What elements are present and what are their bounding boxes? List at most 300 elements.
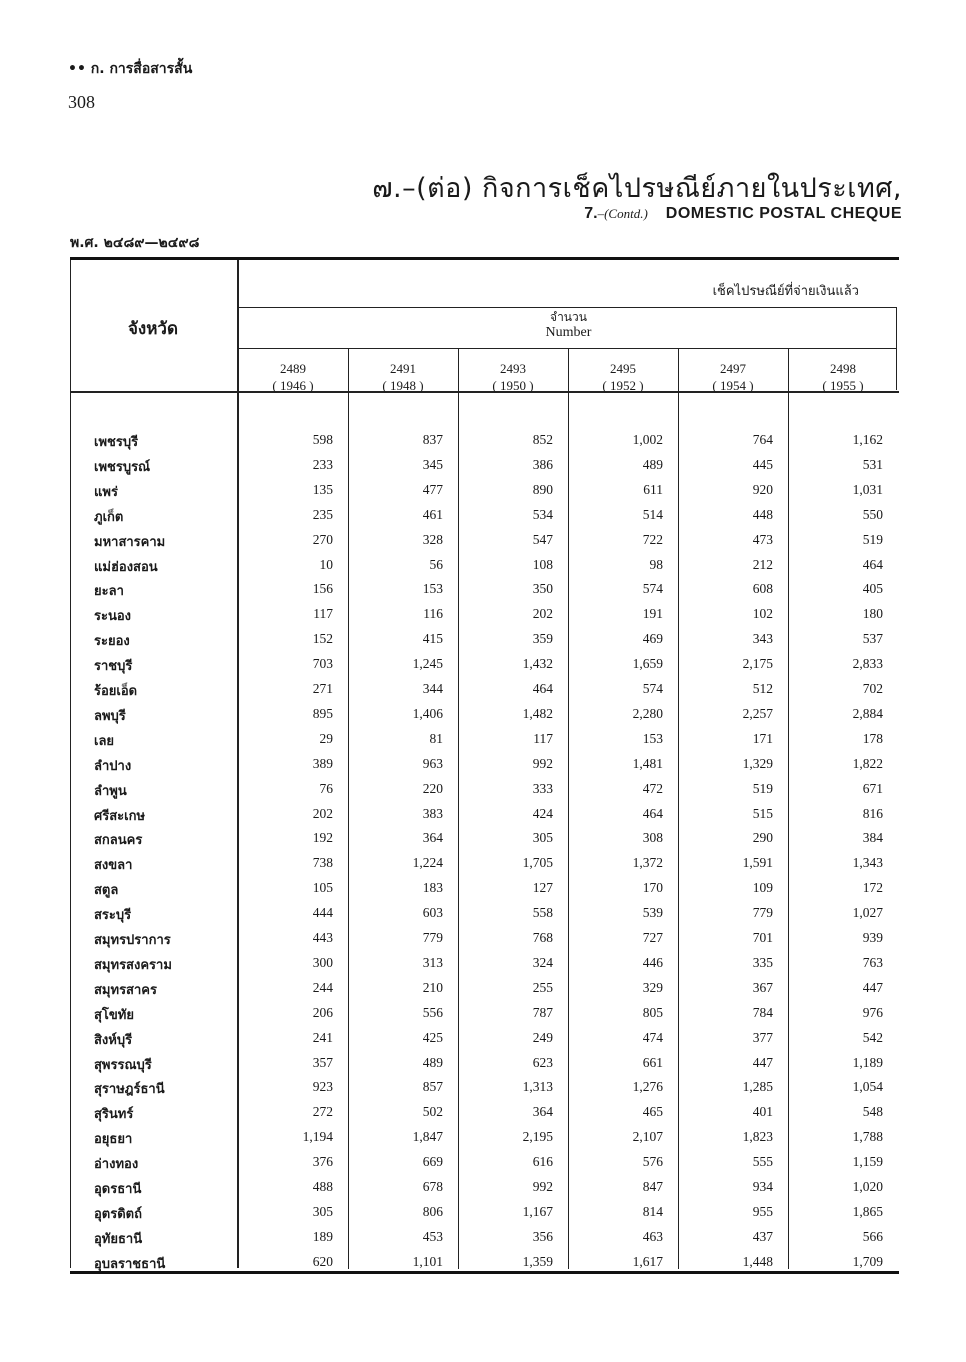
cell-value: 763	[862, 954, 883, 970]
table-row	[70, 702, 899, 727]
cell-value: 1,276	[632, 1079, 663, 1095]
cell-value: 1,027	[852, 905, 883, 921]
table-row	[70, 1225, 899, 1250]
table-row	[70, 1026, 899, 1051]
province-name: ภูเก็ต	[94, 509, 124, 525]
year-ce: ( 1946 )	[272, 378, 314, 393]
cell-value: 453	[422, 1228, 443, 1244]
year-header	[678, 360, 788, 394]
cell-value: 550	[862, 506, 883, 522]
table-row	[70, 1100, 899, 1125]
cell-value: 519	[752, 780, 773, 796]
header-rule-1	[238, 307, 897, 308]
cell-value: 814	[642, 1203, 663, 1219]
cell-value: 955	[752, 1203, 773, 1219]
cell-value: 2,833	[852, 656, 883, 672]
cell-value: 445	[752, 456, 773, 472]
cell-value: 437	[752, 1228, 773, 1244]
cell-value: 547	[532, 531, 553, 547]
cell-value: 178	[862, 730, 883, 746]
cell-value: 701	[752, 930, 773, 945]
year-be: 2491	[390, 361, 416, 376]
province-name: ลำพูน	[94, 783, 127, 799]
cell-value: 191	[642, 606, 663, 622]
cell-value: 1,847	[412, 1129, 443, 1145]
cell-value: 356	[532, 1228, 553, 1244]
cell-value: 1,329	[742, 755, 773, 771]
cell-value: 1,823	[742, 1129, 773, 1145]
province-name: อุทัยธานี	[94, 1231, 143, 1247]
table-row	[70, 851, 899, 876]
cell-value: 555	[752, 1154, 773, 1170]
cell-value: 364	[422, 830, 443, 846]
cell-value: 172	[862, 880, 883, 896]
cell-value: 446	[642, 954, 663, 970]
cell-value: 117	[533, 730, 553, 746]
cell-value: 502	[422, 1104, 443, 1120]
cell-value: 300	[312, 954, 333, 970]
cell-value: 1,448	[742, 1253, 773, 1269]
cell-value: 923	[312, 1079, 333, 1095]
cell-value: 401	[752, 1104, 773, 1120]
table-row	[70, 577, 899, 602]
cell-value: 56	[429, 556, 443, 572]
cell-value: 415	[422, 631, 443, 647]
cell-value: 333	[532, 780, 553, 796]
cell-value: 464	[642, 805, 663, 821]
cell-value: 127	[532, 880, 553, 896]
cell-value: 806	[422, 1203, 443, 1219]
cell-value: 202	[312, 805, 333, 821]
table-row	[70, 777, 899, 802]
cell-value: 153	[642, 730, 663, 746]
cell-value: 233	[312, 456, 333, 472]
cell-value: 1,822	[852, 755, 883, 771]
cell-value: 474	[642, 1029, 663, 1045]
cell-value: 1,406	[412, 705, 443, 721]
province-name: อ่างทอง	[94, 1157, 139, 1173]
province-name: ลพบุรี	[94, 708, 126, 724]
cell-value: 469	[642, 631, 663, 647]
title-english-text: DOMESTIC POSTAL CHEQUE	[665, 205, 902, 222]
cell-value: 405	[862, 581, 883, 597]
cell-value: 386	[532, 456, 553, 472]
cell-value: 255	[532, 979, 553, 995]
cell-value: 170	[642, 880, 663, 896]
cell-value: 661	[642, 1054, 663, 1070]
cell-value: 447	[752, 1054, 773, 1070]
cell-value: 220	[422, 780, 443, 796]
table-row	[70, 1001, 899, 1026]
cell-value: 1,865	[852, 1203, 883, 1219]
year-be: 2498	[830, 361, 856, 376]
cell-value: 357	[312, 1054, 333, 1070]
cell-value: 1,020	[852, 1179, 883, 1194]
cell-value: 183	[422, 880, 443, 896]
cell-value: 108	[532, 556, 553, 572]
cheque-paid-header: เช็คไปรษณีย์ที่จ่ายเงินแล้ว	[712, 284, 859, 299]
province-name: สุโขทัย	[94, 1007, 134, 1023]
cell-value: 512	[752, 681, 773, 696]
cell-value: 488	[312, 1179, 333, 1194]
table-row	[70, 1051, 899, 1076]
table-row	[70, 652, 899, 677]
cell-value: 2,195	[522, 1129, 553, 1145]
cell-value: 1,101	[412, 1253, 443, 1269]
cell-value: 2,175	[742, 656, 773, 672]
cell-value: 189	[312, 1228, 333, 1244]
cell-value: 153	[422, 581, 443, 597]
province-name: เพชรบูรณ์	[94, 459, 151, 475]
cell-value: 464	[532, 681, 553, 696]
cell-value: 461	[422, 506, 443, 522]
cell-value: 703	[312, 656, 333, 672]
cell-value: 847	[642, 1179, 663, 1194]
table-row	[70, 528, 899, 553]
cell-value: 335	[752, 954, 773, 970]
cell-value: 1,194	[302, 1129, 333, 1145]
province-name: สกลนคร	[94, 833, 143, 849]
cell-value: 1,285	[742, 1079, 773, 1095]
cell-value: 102	[752, 606, 773, 622]
cell-value: 271	[312, 681, 333, 696]
cell-value: 669	[422, 1154, 443, 1170]
cell-value: 244	[312, 979, 333, 995]
table-row	[70, 752, 899, 777]
province-name: เลย	[94, 733, 115, 749]
cell-value: 477	[422, 481, 443, 497]
cell-value: 171	[752, 730, 773, 746]
table-row	[70, 1175, 899, 1200]
cell-value: 608	[752, 581, 773, 597]
table-row	[70, 503, 899, 528]
cell-value: 539	[642, 905, 663, 921]
number-header	[238, 310, 899, 340]
year-ce: ( 1955 )	[822, 378, 864, 393]
year-be: 2495	[610, 361, 636, 376]
continued-label: –(Contd.)	[597, 206, 648, 221]
cell-value: 343	[752, 631, 773, 647]
cell-value: 384	[862, 830, 883, 846]
cell-value: 1,313	[522, 1079, 553, 1095]
cell-value: 210	[422, 979, 443, 995]
table-row	[70, 478, 899, 503]
cell-value: 1,709	[852, 1253, 883, 1269]
cell-value: 105	[312, 880, 333, 896]
cell-value: 1,224	[412, 855, 443, 871]
cell-value: 1,162	[852, 432, 883, 447]
cell-value: 616	[532, 1154, 553, 1170]
cell-value: 377	[752, 1029, 773, 1045]
cell-value: 109	[752, 880, 773, 896]
cell-value: 81	[429, 730, 443, 746]
cell-value: 992	[532, 1179, 553, 1194]
cell-value: 1,705	[522, 855, 553, 871]
table-row	[70, 1250, 899, 1275]
cell-value: 768	[532, 930, 553, 945]
province-name: สุราษฎร์ธานี	[94, 1082, 165, 1098]
cell-value: 895	[312, 705, 333, 721]
cell-value: 10	[319, 556, 333, 572]
table-row	[70, 677, 899, 702]
cell-value: 345	[422, 456, 443, 472]
cell-value: 383	[422, 805, 443, 821]
cell-value: 290	[752, 830, 773, 846]
page-title-english	[584, 203, 902, 223]
cell-value: 447	[862, 979, 883, 995]
cell-value: 350	[532, 581, 553, 597]
province-name: สมุทรปราการ	[94, 933, 171, 948]
cell-value: 1,432	[522, 656, 553, 672]
province-name: อุบลราชธานี	[94, 1256, 166, 1272]
cell-value: 448	[752, 506, 773, 522]
cell-value: 779	[422, 930, 443, 945]
cell-value: 308	[642, 830, 663, 846]
cell-value: 389	[312, 755, 333, 771]
year-ce: ( 1954 )	[712, 378, 754, 393]
table-row	[70, 976, 899, 1001]
cell-value: 212	[752, 556, 773, 572]
province-name: สุพรรณบุรี	[94, 1057, 152, 1073]
cell-value: 787	[532, 1004, 553, 1020]
year-header	[788, 360, 898, 394]
table-row	[70, 1200, 899, 1225]
cell-value: 574	[642, 581, 663, 597]
cell-value: 328	[422, 531, 443, 547]
year-header	[568, 360, 678, 394]
cell-value: 270	[312, 531, 333, 547]
province-name: สมุทรสงคราม	[94, 957, 172, 973]
year-header	[238, 360, 348, 394]
table-row	[70, 826, 899, 851]
cell-value: 939	[862, 930, 883, 945]
province-name: สมุทรสาคร	[94, 982, 157, 998]
cell-value: 857	[422, 1079, 443, 1095]
table-row	[70, 1150, 899, 1175]
cell-value: 202	[532, 606, 553, 622]
province-name: แม่ฮ่องสอน	[94, 559, 158, 575]
province-name: ราชบุรี	[94, 659, 133, 675]
cell-value: 444	[312, 905, 333, 921]
cell-value: 425	[422, 1029, 443, 1045]
cell-value: 816	[862, 805, 883, 821]
cell-value: 722	[642, 531, 663, 547]
table-row	[70, 627, 899, 652]
cell-value: 1,591	[742, 855, 773, 871]
cell-value: 519	[862, 531, 883, 547]
province-name: ยะลา	[94, 584, 124, 600]
cell-value: 135	[312, 481, 333, 497]
province-name: สระบุรี	[94, 908, 132, 924]
province-name: มหาสารคาม	[94, 534, 166, 550]
running-title: •• ก. การสื่อสารสั้น	[68, 61, 193, 77]
cell-value: 852	[532, 432, 553, 447]
cell-value: 1,788	[852, 1129, 883, 1145]
cell-value: 805	[642, 1004, 663, 1020]
cell-value: 678	[422, 1179, 443, 1194]
cell-value: 671	[862, 780, 883, 796]
number-header-thai: จำนวน	[550, 310, 587, 324]
cell-value: 992	[532, 755, 553, 771]
cell-value: 272	[312, 1104, 333, 1120]
data-table	[70, 257, 899, 1274]
province-name: อุดรธานี	[94, 1182, 142, 1197]
year-be: 2497	[720, 361, 746, 376]
cell-value: 329	[642, 979, 663, 995]
cell-value: 1,617	[632, 1253, 663, 1269]
cell-value: 531	[862, 456, 883, 472]
table-row	[70, 428, 899, 453]
cell-value: 76	[319, 780, 333, 796]
province-name: ระยอง	[94, 634, 130, 650]
table-row	[70, 926, 899, 951]
cell-value: 249	[532, 1029, 553, 1045]
cell-value: 738	[312, 855, 333, 871]
cell-value: 764	[752, 432, 773, 447]
table-row	[70, 727, 899, 752]
cell-value: 558	[532, 905, 553, 921]
cell-value: 156	[312, 581, 333, 597]
cell-value: 1,189	[852, 1054, 883, 1070]
table-row	[70, 602, 899, 627]
page-title-thai: ๗.–(ต่อ) กิจการเช็คไปรษณีย์ภายในประเทศ,	[372, 173, 902, 204]
province-name: แพร่	[94, 484, 118, 500]
year-ce: ( 1948 )	[382, 378, 424, 393]
cell-value: 180	[862, 606, 883, 622]
cell-value: 1,031	[852, 481, 883, 497]
cell-value: 534	[532, 506, 553, 522]
cell-value: 537	[862, 631, 883, 647]
year-ce: ( 1952 )	[602, 378, 644, 393]
cell-value: 424	[532, 805, 553, 821]
table-row	[70, 1125, 899, 1150]
cell-value: 344	[422, 681, 443, 696]
cell-value: 1,159	[852, 1154, 883, 1170]
cell-value: 241	[312, 1029, 333, 1045]
cell-value: 784	[752, 1004, 773, 1020]
cell-value: 235	[312, 506, 333, 522]
province-name: สิงห์บุรี	[94, 1032, 133, 1048]
cell-value: 976	[862, 1004, 883, 1020]
cell-value: 1,343	[852, 855, 883, 871]
cell-value: 2,884	[852, 705, 883, 721]
cell-value: 206	[312, 1004, 333, 1020]
cell-value: 464	[862, 556, 883, 572]
cell-value: 1,372	[632, 855, 663, 871]
cell-value: 489	[642, 456, 663, 472]
cell-value: 2,107	[632, 1129, 663, 1145]
cell-value: 542	[862, 1029, 883, 1045]
cell-value: 515	[752, 805, 773, 821]
cell-value: 2,280	[632, 705, 663, 721]
era-range: พ.ศ. ๒๔๘๙—๒๔๙๘	[70, 235, 200, 251]
cell-value: 324	[532, 954, 553, 970]
province-name: สุรินทร์	[94, 1107, 134, 1123]
table-row	[70, 876, 899, 901]
cell-value: 463	[642, 1228, 663, 1244]
cell-value: 603	[422, 905, 443, 921]
cell-value: 2,257	[742, 705, 773, 721]
province-header: จังหวัด	[127, 319, 179, 339]
province-name: ระนอง	[94, 609, 132, 625]
cell-value: 934	[752, 1179, 773, 1194]
cell-value: 465	[642, 1104, 663, 1120]
year-be: 2489	[280, 361, 306, 376]
cell-value: 98	[649, 556, 663, 572]
cell-value: 29	[319, 730, 333, 746]
province-name: อุตรดิตถ์	[94, 1206, 142, 1222]
cell-value: 1,659	[632, 656, 663, 672]
table-row	[70, 802, 899, 827]
cell-value: 305	[532, 830, 553, 846]
table-row	[70, 453, 899, 478]
cell-value: 576	[642, 1154, 663, 1170]
cell-value: 623	[532, 1054, 553, 1070]
cell-value: 443	[312, 930, 333, 945]
cell-value: 611	[643, 481, 663, 497]
cell-value: 364	[532, 1104, 553, 1120]
cell-value: 920	[752, 481, 773, 497]
cell-value: 1,359	[522, 1253, 553, 1269]
year-be: 2493	[500, 361, 526, 376]
cell-value: 566	[862, 1228, 883, 1244]
cell-value: 963	[422, 755, 443, 771]
number-header-english: Number	[545, 325, 592, 340]
cell-value: 489	[422, 1054, 443, 1070]
year-header	[458, 360, 568, 394]
cell-value: 305	[312, 1203, 333, 1219]
cell-value: 556	[422, 1004, 443, 1020]
cell-value: 620	[312, 1253, 333, 1269]
cell-value: 313	[422, 954, 443, 970]
cell-value: 727	[642, 930, 663, 945]
year-header	[348, 360, 458, 394]
page-number: 308	[68, 92, 95, 112]
cell-value: 574	[642, 681, 663, 696]
province-name: สตูล	[94, 883, 119, 899]
cell-value: 1,167	[522, 1203, 553, 1219]
cell-value: 472	[642, 780, 663, 796]
province-name: อยุธยา	[94, 1132, 133, 1148]
province-name: ศรีสะเกษ	[94, 808, 146, 824]
cell-value: 152	[312, 631, 333, 647]
cell-value: 1,054	[852, 1079, 883, 1095]
cell-value: 473	[752, 531, 773, 547]
table-row	[70, 1075, 899, 1100]
table-row	[70, 553, 899, 578]
table-row	[70, 951, 899, 976]
cell-value: 367	[752, 979, 773, 995]
cell-value: 1,482	[522, 705, 553, 721]
year-ce: ( 1950 )	[492, 378, 534, 393]
cell-value: 192	[312, 830, 333, 846]
province-name: สงขลา	[94, 858, 133, 874]
cell-value: 514	[642, 506, 663, 522]
cell-value: 1,002	[632, 432, 663, 447]
cell-value: 1,481	[632, 755, 663, 771]
cell-value: 702	[862, 681, 883, 696]
province-name: เพชรบุรี	[94, 435, 139, 450]
province-name: ลำปาง	[94, 758, 132, 774]
cell-value: 779	[752, 905, 773, 921]
table-row	[70, 901, 899, 926]
cell-value: 116	[423, 606, 443, 622]
table-number: 7.	[584, 205, 598, 222]
cell-value: 117	[313, 606, 333, 622]
cell-value: 548	[862, 1104, 883, 1120]
province-name: ร้อยเอ็ด	[94, 684, 138, 699]
cell-value: 1,245	[412, 656, 443, 672]
